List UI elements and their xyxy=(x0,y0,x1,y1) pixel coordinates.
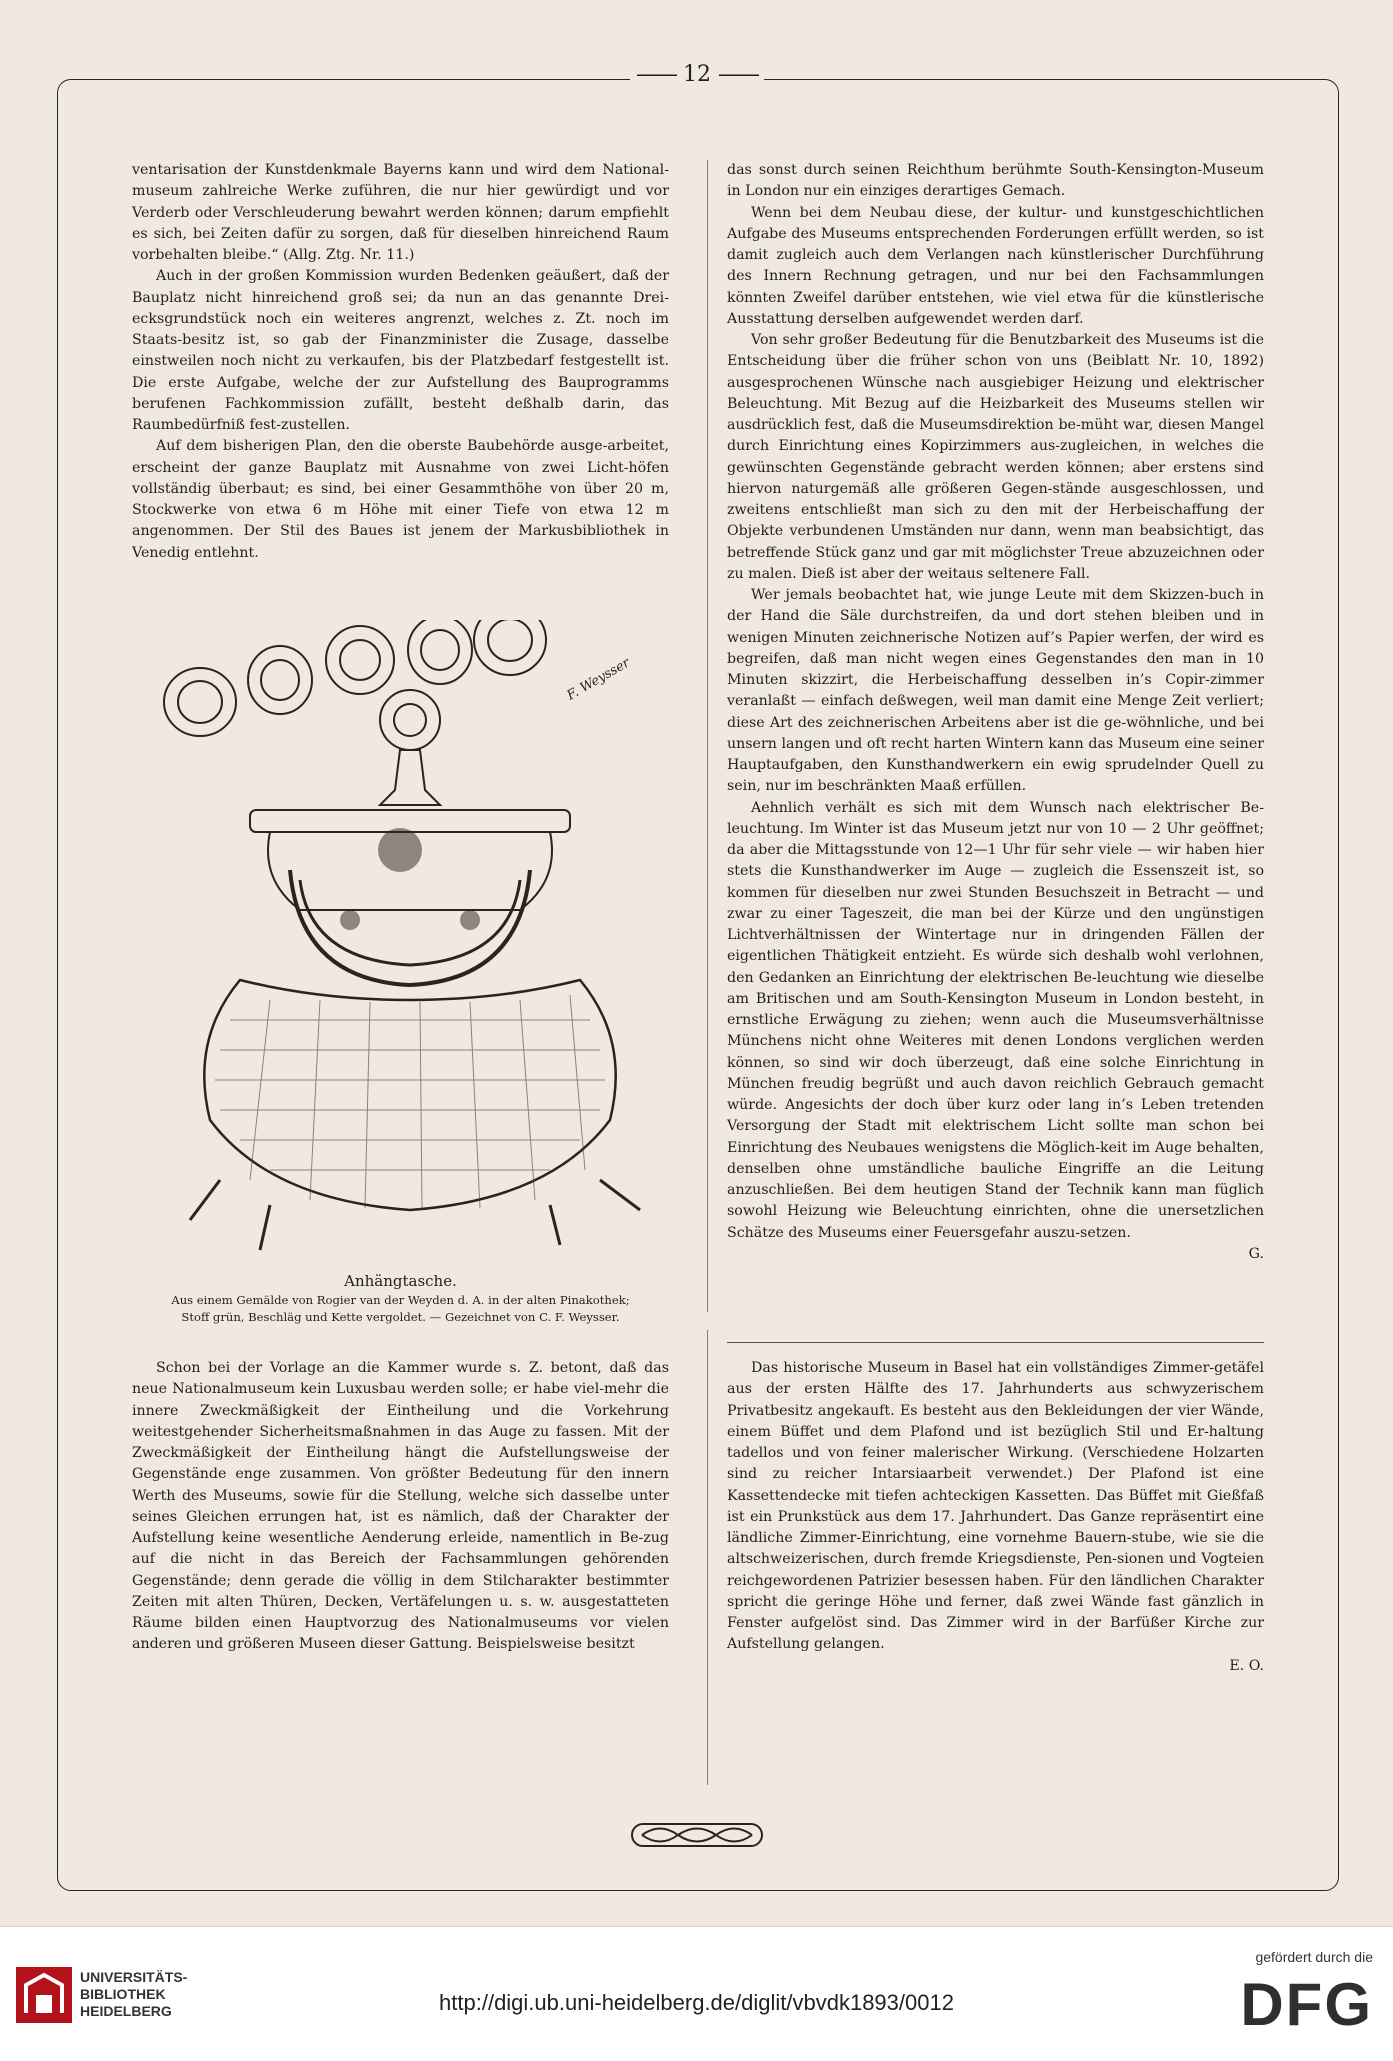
footer-bar xyxy=(0,1926,1393,2061)
paragraph: Das historische Museum in Basel hat ein vollständiges Zimmer-getäfel aus der ersten Hälfte des 17. Jahrhunderts aus schwyzerischem Privatbesitz angekauft. Es besteht aus den Bekleidungen der vier Wände, einem Büffet und dem Plafond und ist bezüglich Stil und Er-haltung tadellos und von feiner malerischer Wirkung. (Verschiedene Holzarten sind zu reicher Intarsiaarbeit verwendet.) Der Plafond ist eine Kassettendecke mit tiefen achteckigen Kassetten. Das Büffet mit Gießfaß ist ein Prunkstück aus dem 17. Jahrhundert. Das Ganze repräsentirt eine ländliche Zimmer-Einrichtung, eine vornehme Bauern-stube, wie sie die altschweizerischen, durch fremde Kriegsdienste, Pen-sionen und Vogteien reichgewordenen Patrizier besessen haben. Für den ländlichen Charakter spricht die geringe Höhe und ferner, daß zwei Wände fast gänzlich in Fenster aufgelöst sind. Das Zimmer wird in der Barfüßer Kirche zur Aufstellung gelangen. xyxy=(727,1360,1264,1653)
caption-line-2: Stoff grün, Beschläg und Kette vergoldet. — Gezeichnet von C. F. Weysser. xyxy=(181,1310,620,1324)
paragraph: Wer jemals beobachtet hat, wie junge Leute mit dem Skizzen-buch in der Hand die Säle durchstreifen, da und dort stehen bleiben und in wenigen Minuten zeichnerische Notizen auf’s Papier werfen, der wird es begreifen, daß man nicht wegen eines Gegenstandes den man in 10 Minuten skizzirt, die Herbeischaffung desselben in’s Copir-zimmer veranlaßt — einfach deßwegen, weil man damit eine Menge Zeit verliert; diese Art des zeichnerischen Arbeitens aber ist die ge-wöhnliche, und bei unsern langen und oft recht harten Wintern kann das Museum eine seiner Hauptaufgaben, den Kunsthandwerkern ein ewig sprudelnder Quell zu sein, nur im beschränkten Maaß erfüllen. xyxy=(727,587,1264,795)
page-number-text: 12 xyxy=(683,62,711,87)
caption-title: Anhängtasche. xyxy=(344,1272,457,1290)
library-name: UNIVERSITÄTS- BIBLIOTHEK HEIDELBERG xyxy=(80,1969,188,2019)
paragraph: das sonst durch seinen Reichthum berühmte South-Kensington-Museum in London nur ein einziges derartiges Gemach. xyxy=(727,162,1264,200)
right-column-lower xyxy=(727,1358,1264,1677)
paragraph: Von sehr großer Bedeutung für die Benutzbarkeit des Museums ist die Entscheidung über die früher schon von uns (Beiblatt Nr. 10, 1892) ausgesprochenen Wünsche nach ausgiebiger Heizung und elektrischer Beleuchtung. Mit Bezug auf die Heizbarkeit des Museums stellen wir ausdrücklich fest, daß die Museumsdirektion be-müht war, diesen Mangel durch Einrichtung eines Kopirzimmers aus-zugleichen, in welches die gewünschten Gegenstände gebracht werden können; aber erstens sind hiervon naturgemäß alle größeren Gegen-stände ausgeschlossen, und zweitens entschließt man sich zu den mit der Herbeischaffung der Objekte verbundenen Umständen nur dann, wenn man beabsichtigt, das betreffende Stück ganz und gar mit möglichster Treue abzuzeichnen oder zu malen. Dieß ist aber der weitaus seltenere Fall. xyxy=(727,332,1264,582)
signature: G. xyxy=(1248,1245,1264,1262)
paragraph: ventarisation der Kunstdenkmale Bayerns kann und wird dem National-museum zahlreiche Werke zuführen, die nur hier gewürdigt und vor Verderb oder Verschleuderung bewahrt werden können; darum empfiehlt es sich, bei Zeiten dafür zu sorgen, daß für dieselben hinreichend Raum vorbehalten bleibe.“ (Allg. Ztg. Nr. 11.) xyxy=(132,162,669,263)
left-column-lower xyxy=(132,1358,669,1656)
bag-illustration xyxy=(150,620,670,1270)
figure-caption xyxy=(132,1270,669,1326)
left-column xyxy=(132,160,669,564)
section-rule xyxy=(727,1342,1264,1343)
signature: E. O. xyxy=(1229,1657,1264,1674)
page-number: —— 12 —— xyxy=(630,62,764,87)
funding-note: gefördert durch die xyxy=(1255,1949,1373,1965)
paragraph: Wenn bei dem Neubau diese, der kultur- und kunstgeschichtlichen Aufgabe des Museums entsprechenden Forderungen erfüllt werden, so ist damit zugleich auch dem Verlangen nach künstlerischer Durchführung des Innern Rechnung getragen, und nur bei den Fachsammlungen könnten Zweifel darüber entstehen, wie viel etwa für die künstlerische Ausstattung derselben aufgewendet werden darf. xyxy=(727,204,1264,327)
right-column xyxy=(727,160,1264,1265)
paragraph: Auf dem bisherigen Plan, den die oberste Baubehörde ausge-arbeitet, erscheint der ganze Bauplatz mit Ausnahme von zwei Licht-höfen vollständig überbaut; es sind, bei einer Gesammthöhe von über 20 m, Stockwerke von etwa 6 m Höhe mit einer Tiefe von etwa 12 m angenommen. Der Stil des Baues ist jenem der Markusbibliothek in Venedig entlehnt. xyxy=(132,438,669,561)
paragraph: Auch in der großen Kommission wurden Bedenken geäußert, daß der Bauplatz nicht hinreichend groß sei; da nun an das genannte Drei-ecksgrundstück noch ein weiteres angrenzt, welches z. Zt. noch im Staats-besitz ist, so gab der Finanzminister die Zusage, dasselbe einstweilen noch nicht zu verkaufen, bis der Platzbedarf festgestellt ist. Die erste Aufgabe, welche der zur Aufstellung des Bauprogramms berufenen Fachkommission zufällt, besteht deßhalb darin, das Raumbedürfniß fest-zustellen. xyxy=(132,268,669,433)
artist-signature: F. Weysser xyxy=(564,655,633,704)
column-divider-upper xyxy=(707,160,708,1312)
column-divider-lower xyxy=(707,1330,708,1785)
ornament-divider xyxy=(630,1818,764,1852)
paragraph: Aehnlich verhält es sich mit dem Wunsch nach elektrischer Be-leuchtung. Im Winter ist das Museum jetzt nur von 10 — 2 Uhr geöffnet; da aber die Mittagsstunde von 12—1 Uhr für sehr viele — wir haben hier stets die Kunsthandwerker im Auge — zugleich die Essenszeit ist, so kommen für dieselben nur zwei Stunden Besuchszeit in Betracht — und zwar zu einer Tageszeit, die man bei der Kürze und den ungünstigen Lichtverhältnissen der Wintertage nur in dringenden Fällen der eigentlichen Thätigkeit entzieht. Es würde sich deshalb wohl verlohnen, den Gedanken an Einrichtung der elektrischen Be-leuchtung wie dieselbe am Britischen und am South-Kensington Museum in London besteht, in ernstliche Erwägung zu ziehen; wenn auch die Museumsverhältnisse Münchens nicht ohne Weiteres mit denen Londons verglichen werden können, so sind wir doch überzeugt, daß eine solche Einrichtung in München freudig begrüßt und auch davon reichlich Gebrauch gemacht würde. Angesichts der doch über kurz oder lang in’s Leben tretenden Versorgung der Stadt mit elektrischem Licht sollte man schon bei Einrichtung des Neubaues wenigstens die Möglich-keit im Auge behalten, denselben ohne umständliche bauliche Eingriffe an die Leitung anzuschließen. Bei dem heutigen Stand der Technik kann man füglich sowohl Heizung wie Beleuchtung einrichten, ohne die unersetzlichen Schätze des Museums einer Feuersgefahr auszu-setzen. xyxy=(727,799,1264,1241)
dfg-logo: DFG xyxy=(1240,1971,1373,2038)
caption-line-1: Aus einem Gemälde von Rogier van der Weyden d. A. in der alten Pinakothek; xyxy=(171,1293,630,1307)
paragraph: Schon bei der Vorlage an die Kammer wurde s. Z. betont, daß das neue Nationalmuseum kein Luxusbau werden solle; er habe viel-mehr die innere Zweckmäßigkeit der Eintheilung und die Vorkehrung weitestgehender Sicherheitsmaßnahmen in das Auge zu fassen. Mit der Zweckmäßigkeit der Eintheilung hängt die Aufstellungsweise der Gegenstände enge zusammen. Von größter Bedeutung für den innern Werth des Museums, sowie für die Stellung, welche sich dasselbe unter seines Gleichen errungen hat, ist es nämlich, daß der Charakter der Aufstellung keine wesentliche Aenderung erleide, namentlich in Be-zug auf die nicht in das Bereich der Fachsammlungen gehörenden Gegenstände; denn gerade die völlig in dem Stilcharakter bestimmter Zeiten mit alten Thüren, Decken, Vertäfelungen u. s. w. ausgestatteten Räume bilden einen Hauptvorzug des Nationalmuseums vor vielen anderen und größeren Museen dieser Gattung. Beispielsweise besitzt xyxy=(132,1360,669,1653)
source-url[interactable]: http://digi.ub.uni-heidelberg.de/diglit/vbvdk1893/0012 xyxy=(439,1990,954,2015)
